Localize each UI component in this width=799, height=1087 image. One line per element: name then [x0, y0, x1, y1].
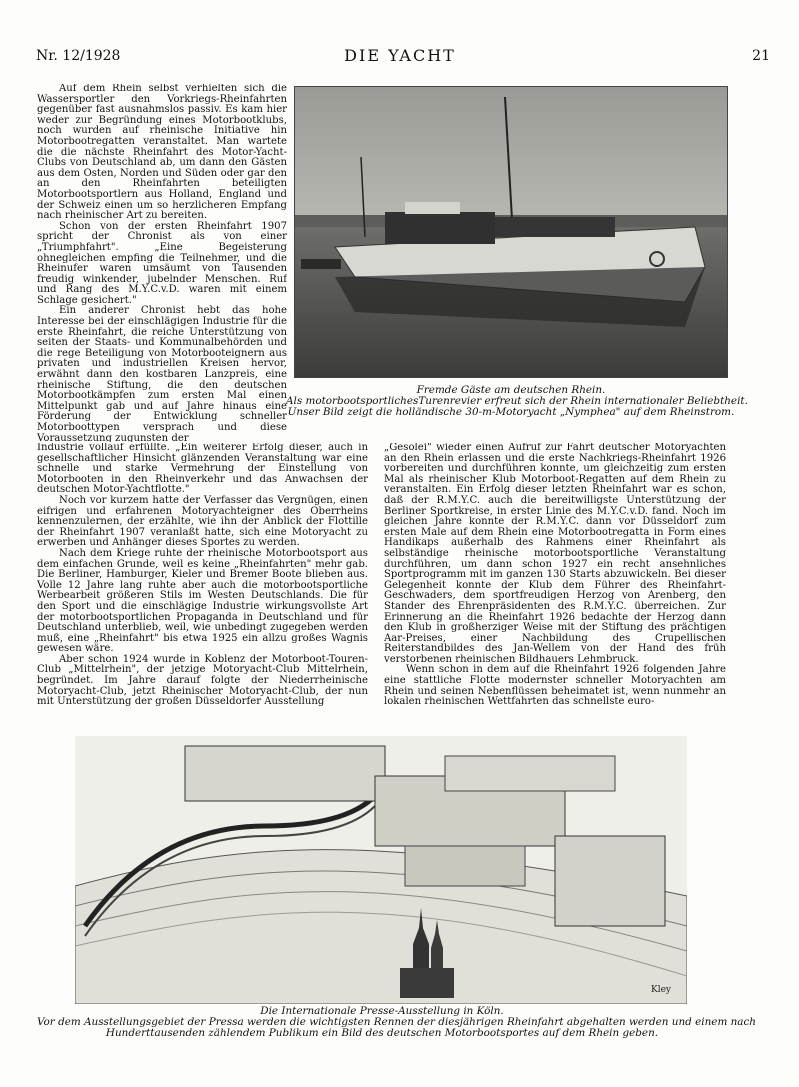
yacht-photo	[294, 86, 728, 378]
article-column-left-bottom	[37, 443, 368, 730]
paragraph: „Gesolei" wieder einen Aufruf zur Fahrt deutscher Motoryachten an den Rhein erlassen und die erste Nachkriegs-Rheinfahrt 1926 vorbereiten und durchführen konnte, um gleichzeitig zum ersten Mal als rheinischer Klub Motorboot-Regatten auf dem Rhein zu veranstalten. Ein Erfolg dieser letzten Rheinfahrt war es schon, daß der R.M.Y.C. auch die bereitwilligste Unterstützung der Berliner Sportkreise, in erster Linie des M.Y.C.v.D. fand. Noch im gleichen Jahre konnte der R.M.Y.C. dann vor Düsseldorf zum ersten Male auf dem Rhein eine Motorbootregatta in Form eines Handikaps außerhalb des Rahmens einer Rheinfahrt als selbständige rheinische motorbootsportliche Veranstaltung durchführen, um dann schon 1927 ein recht ansehnliches Sportprogramm mit im ganzen 130 Starts abzuwickeln. Bei dieser Gelegenheit konnte der Klub dem Führer des Rheinfahrt-Geschwaders, dem sportfreudigen Herzog von Arenberg, den Stander des Ehrenpräsidenten des R.M.Y.C. überreichen. Zur Erinnerung an die Rheinfahrt 1926 bedachte der Herzog dann den Klub in großherziger Weise mit der Stiftung des prächtigen Aar-Preises, einer Nachbildung des Crupellischen Reiterstandbildes des Jan-Wellem von der Hand des früh verstorbenen rheinischen Bildhauers Lehmbruck.	[384, 443, 726, 665]
caption-title: Die Internationale Presse-Ausstellung in Köln.	[260, 1005, 504, 1017]
pressa-illustration	[75, 736, 687, 1004]
artist-signature: Kley	[651, 985, 672, 995]
caption-title: Fremde Gäste am deutschen Rhein.	[416, 384, 606, 396]
photo-caption-top	[286, 384, 748, 419]
caption-text: Als motorbootsportlichesTurenrevier erfreut sich der Rhein internationaler Beliebtheit.	[286, 395, 748, 408]
caption-text: Vor dem Ausstellungsgebiet der Pressa werden die wichtigsten Rennen der diesjährigen Rheinfahrt abgehalten werden und einem nach	[37, 1016, 757, 1029]
paragraph: Wenn schon in dem auf die Rheinfahrt 1926 folgenden Jahre eine stattliche Flotte modernster schneller Motoryachten am Rhein und seinen Nebenflüssen beheimatet ist, wenn nunmehr an lokalen rheinischen Wettfahrten das schnellste euro-	[384, 664, 726, 708]
page-header	[30, 46, 770, 68]
caption-text: Unser Bild zeigt die holländische 30-m-Motoryacht „Nymphea" auf dem Rheinstrom.	[287, 406, 735, 419]
issue-number: Nr. 12/1928	[36, 48, 121, 64]
yacht-illustration	[295, 87, 727, 377]
paragraph: Industrie vollauf erfüllte. „Ein weiterer Erfolg dieser, auch in gesellschaftlicher Hinsicht glänzenden Veranstaltung war eine schnelle und starke Vermehrung der Einstellung von Motorbooten in den Rheinverkehr und das Anwachsen der deutschen Motor-Yachtflotte."	[37, 443, 368, 496]
paragraph: Schon von der ersten Rheinfahrt 1907 spricht der Chronist als von einer „Triumphfahrt". „Eine Begeisterung ohnegleichen empfing die Teilnehmer, und die Rheinufer waren umsäumt von Tausenden freudig winkender, jubelnder Menschen. Ruf und Rang des M.Y.C.v.D. waren mit einem Schlage gesichert."	[37, 220, 287, 306]
illustration-caption	[37, 1005, 757, 1040]
paragraph: Nach dem Kriege ruhte der rheinische Motorbootsport aus dem einfachen Grunde, weil es keine „Rheinfahrten" mehr gab. Die Berliner, Hamburger, Kieler und Bremer Boote blieben aus. Volle 12 Jahre lang ruhte aber auch die motorbootsportliche Werbearbeit größeren Stils im Westen Deutschlands. Die für den Sport und die einschlägige Industrie wirkungsvollste Art der motorbootsportlichen Propaganda in Deutschland und für Deutschland unterblieb, weil, wie unbedingt zugegeben werden muß, eine „Rheinfahrt" bis etwa 1925 ein allzu großes Wagnis gewesen wäre.	[37, 547, 368, 655]
pressa-drawing	[75, 736, 687, 1004]
magazine-title: DIE YACHT	[344, 46, 456, 65]
caption-text: Hunderttausenden zählendem Publikum ein Bild des deutschen Motorbootsportes auf dem Rhein geben.	[105, 1027, 659, 1040]
article-column-right	[384, 443, 726, 730]
paragraph: Noch vor kurzem hatte der Verfasser das Vergnügen, einen eifrigen und erfahrenen Motoryachteigner des Oberrheins kennenzulernen, der erzählte, wie ihn der Anblick der Flottille der Rheinfahrt 1907 veranlaßt hatte, sich eine Motoryacht zu erwerben und Anhänger dieses Sportes zu werden.	[37, 494, 368, 549]
page-number: 21	[752, 48, 770, 64]
paragraph: Aber schon 1924 wurde in Koblenz der Motorboot-Touren-Club „Mittelrhein", der jetzige Motoryacht-Club Mittelrhein, begründet. Im Jahre darauf folgte der Niederrheinische Motoryacht-Club, jetzt Rheinischer Motoryacht-Club, der nun mit Unterstützung der großen Düsseldorfer Ausstellung	[37, 653, 368, 708]
article-column-left-top	[37, 84, 287, 442]
paragraph: Ein anderer Chronist hebt das hohe Interesse bei der einschlägigen Industrie für die erste Rheinfahrt, die reiche Unterstützung von seiten der Staats- und Kommunalbehörden und die rege Beteiligung von Motorbooteignern aus privaten und industriellen Kreisen hervor, erwähnt dann den kostbaren Lanzpreis, eine rheinische Stiftung, die den deutschen Motorbootkämpfen zum ersten Mal einen Mittelpunkt gab und auf Jahre hinaus eine Förderung der Entwicklung schneller Motorboottypen versprach und diese Voraussetzung zugunsten der	[37, 305, 287, 442]
paragraph: Auf dem Rhein selbst verhielten sich die Wassersportler den Vorkriegs-Rheinfahrten gegenüber fast ausnahmslos passiv. Es kam hier weder zur Begründung eines Motorbootklubs, noch wurden auf rheinische Initiative hin Motorbootregatten veranstaltet. Man wartete die die nächste Rheinfahrt des Motor-Yacht-Clubs von Deutschland ab, um dann den Gästen aus dem Osten, Norden und Süden oder gar den an den Rheinfahrten beteiligten Motorbootsportlern aus Holland, England und der Schweiz einen um so herzlicheren Empfang nach rheinischer Art zu bereiten.	[37, 84, 287, 222]
